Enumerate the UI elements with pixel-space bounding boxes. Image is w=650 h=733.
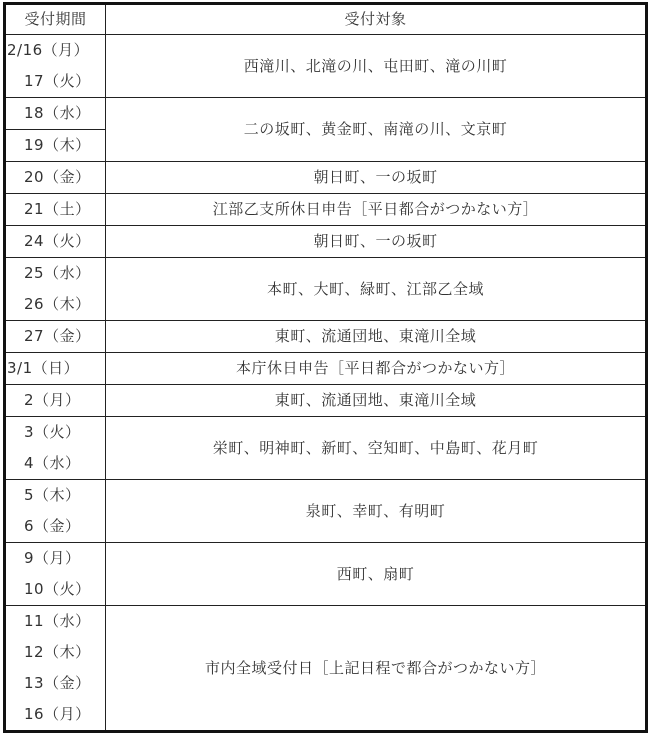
target-cell: 東町、流通団地、東滝川全域 [106, 321, 647, 353]
table-row [5, 162, 647, 194]
table-row [5, 226, 647, 258]
header-row [5, 4, 647, 35]
table-row [5, 606, 647, 732]
date-label: 25（水） [24, 264, 91, 282]
date-label: 3（火） [24, 423, 81, 441]
reception-schedule-table [3, 2, 648, 733]
date-label: 12（木） [24, 643, 91, 661]
date-label: 16（月） [24, 705, 91, 723]
target-cell: 本庁休日申告［平日都合がつかない方］ [106, 353, 647, 385]
period-cell [5, 258, 106, 321]
period-cell [5, 226, 106, 258]
period-cell [5, 194, 106, 226]
target-cell: 泉町、幸町、有明町 [106, 480, 647, 543]
period-cell [5, 417, 106, 480]
header-period: 受付期間 [5, 4, 106, 35]
date-label: 5（木） [24, 486, 81, 504]
target-cell: 江部乙支所休日申告［平日都合がつかない方］ [106, 194, 647, 226]
target-cell: 二の坂町、黄金町、南滝の川、文京町 [106, 98, 647, 162]
target-cell: 本町、大町、緑町、江部乙全域 [106, 258, 647, 321]
date-label: 21（土） [24, 200, 91, 218]
header-target: 受付対象 [106, 4, 647, 35]
table-row [5, 258, 647, 321]
date-label: 27（金） [24, 327, 91, 345]
date-label: 24（火） [24, 232, 91, 250]
target-cell: 西滝川、北滝の川、屯田町、滝の川町 [106, 35, 647, 98]
target-cell: 朝日町、一の坂町 [106, 226, 647, 258]
table-row [5, 98, 647, 162]
date-label: 10（火） [24, 580, 91, 598]
date-label: 19（木） [6, 129, 105, 161]
date-label: 13（金） [24, 674, 91, 692]
table-row [5, 194, 647, 226]
period-cell [5, 353, 106, 385]
target-cell: 栄町、明神町、新町、空知町、中島町、花月町 [106, 417, 647, 480]
period-cell [5, 606, 106, 732]
date-label: 9（月） [24, 549, 81, 567]
date-label: 18（水） [24, 104, 91, 122]
date-label: 11（水） [24, 612, 91, 630]
date-label: 20（金） [24, 168, 91, 186]
target-cell: 西町、扇町 [106, 543, 647, 606]
date-label: 2/16（月） [7, 41, 90, 59]
date-label: 26（木） [24, 295, 91, 313]
period-cell [5, 480, 106, 543]
table-row [5, 35, 647, 98]
table-row [5, 543, 647, 606]
date-label: 4（水） [24, 454, 81, 472]
table-row [5, 321, 647, 353]
target-cell: 東町、流通団地、東滝川全域 [106, 385, 647, 417]
period-cell [5, 321, 106, 353]
date-label: 6（金） [24, 517, 81, 535]
date-label: 2（月） [24, 391, 81, 409]
target-cell: 市内全域受付日［上記日程で都合がつかない方］ [106, 606, 647, 732]
date-label: 17（火） [24, 72, 91, 90]
table-row [5, 353, 647, 385]
period-cell [5, 385, 106, 417]
table-row [5, 385, 647, 417]
period-cell [5, 98, 106, 162]
target-cell: 朝日町、一の坂町 [106, 162, 647, 194]
period-cell [5, 35, 106, 98]
table-row [5, 480, 647, 543]
period-cell [5, 162, 106, 194]
table-row [5, 417, 647, 480]
date-label: 3/1（日） [7, 359, 80, 377]
period-cell [5, 543, 106, 606]
